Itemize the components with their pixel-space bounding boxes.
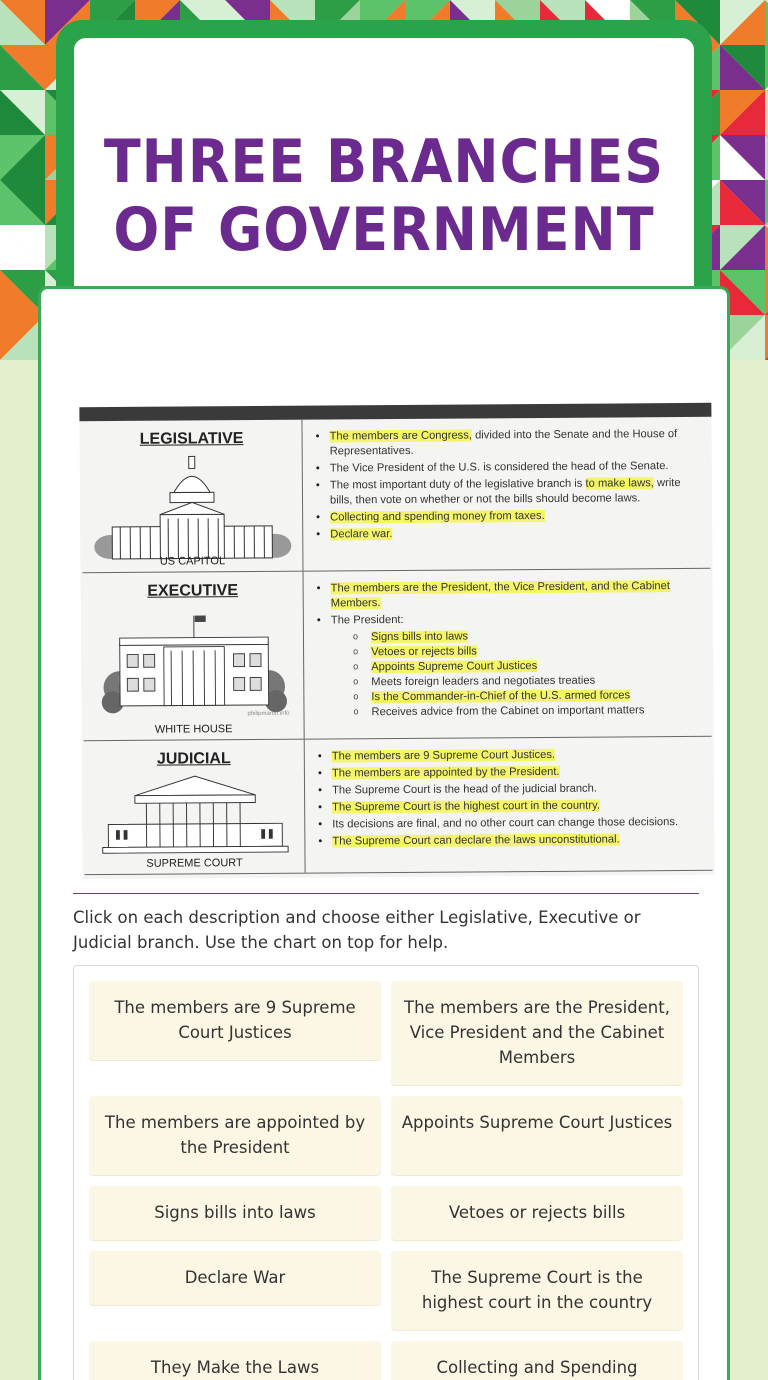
description-tile[interactable]: Collecting and Spending (391, 1341, 683, 1380)
title-card (56, 20, 712, 320)
highlighted-text: Collecting and spending money from taxes. (330, 509, 545, 524)
legislative-cell (81, 420, 303, 573)
bullet-item (316, 815, 702, 833)
judicial-bullets (316, 747, 703, 850)
bullet-item (314, 525, 700, 543)
matching-tiles-container (73, 965, 699, 1380)
highlighted-text: Appoints Supreme Court Justices (371, 660, 538, 674)
bullet-item (314, 459, 700, 477)
description-tile[interactable]: They Make the Laws (89, 1341, 381, 1380)
description-tile[interactable]: Declare War (89, 1251, 381, 1305)
description-tile[interactable]: The members are appointed by the President (89, 1096, 381, 1175)
highlighted-text: to make laws, (585, 477, 654, 490)
description-tile[interactable]: The members are 9 Supreme Court Justices (89, 981, 381, 1060)
executive-heading: EXECUTIVE (147, 582, 239, 600)
bullet-item (316, 798, 702, 816)
bullet-item (314, 476, 700, 509)
highlighted-text: The members are Congress, (329, 429, 472, 443)
executive-row (83, 569, 712, 741)
executive-cell (83, 572, 305, 741)
bullet-item (316, 764, 702, 782)
bullet-item (315, 611, 702, 721)
bullet-item (314, 427, 700, 460)
white-house-label: WHITE HOUSE (154, 723, 233, 736)
instructions-text: Click on each description and choose either Legislative, Executive or Judicial branch. Use the chart on top for help. (73, 908, 641, 952)
executive-bullets (315, 579, 702, 721)
highlighted-text: The Supreme Court is the highest court in the country. (332, 799, 601, 814)
judicial-heading: JUDICIAL (156, 750, 231, 768)
bullet-text: The Vice President of the U.S. is considered the head of the Senate. (329, 460, 669, 475)
description-tile[interactable]: The members are the President, Vice President and the Cabinet Members (391, 981, 683, 1085)
bullet-item (315, 579, 701, 612)
supreme-court-label: SUPREME COURT (146, 857, 243, 870)
highlighted-text: The Supreme Court can declare the laws unconstitutional. (332, 833, 620, 848)
supreme-court-illustration (92, 770, 298, 857)
bullet-item (314, 508, 700, 526)
description-tile[interactable]: Signs bills into laws (89, 1186, 381, 1240)
judicial-cell (84, 740, 306, 875)
highlighted-text: The members are the President, the Vice President, and the Cabinet Members. (330, 580, 671, 610)
bullet-text: The Supreme Court is the head of the judicial branch. (331, 782, 598, 797)
branches-chart-image (79, 403, 714, 879)
bullet-item (316, 781, 702, 799)
bullet-text: Its decisions are final, and no other court can change those decisions. (332, 816, 679, 831)
judicial-description (306, 737, 713, 873)
legislative-description (303, 417, 710, 571)
executive-description (305, 569, 712, 739)
highlighted-text: Declare war. (330, 528, 393, 541)
description-tile[interactable]: Vetoes or rejects bills (391, 1186, 683, 1240)
highlighted-text: Is the Commander-in-Chief of the U.S. armed forces (371, 689, 631, 704)
bullet-text: The most important duty of the legislative branch is (329, 477, 586, 492)
bullet-text: write bills, then vote on whether or not the bills should become laws. (329, 477, 681, 507)
image-credit: philipmartin.info (247, 710, 290, 718)
judicial-row (84, 737, 713, 875)
section-divider (73, 893, 699, 894)
highlighted-text: Vetoes or rejects bills (371, 645, 477, 659)
content-card (38, 286, 730, 1380)
legislative-row (81, 417, 710, 573)
bullet-item (316, 747, 702, 765)
bullet-text: Meets foreign leaders and negotiates treaties (371, 674, 596, 689)
highlighted-text: Signs bills into laws (370, 630, 469, 644)
capitol-label: US CAPITOL (159, 555, 226, 568)
bullet-text: The President: (330, 613, 404, 627)
bullet-text: Receives advice from the Cabinet on important matters (371, 704, 645, 719)
bullet-text: divided into the Senate and the House of Representatives. (329, 428, 678, 458)
description-tile[interactable]: The Supreme Court is the highest court in the country (391, 1251, 683, 1330)
description-tile[interactable]: Appoints Supreme Court Justices (391, 1096, 683, 1175)
president-duties (331, 628, 702, 721)
white-house-illustration (91, 606, 297, 717)
sub-bullet (331, 703, 701, 721)
page-title: THREE BRANCHES OF GOVERNMENT (103, 127, 665, 265)
legislative-heading: LEGISLATIVE (139, 430, 244, 448)
highlighted-text: The members are 9 Supreme Court Justices. (331, 748, 556, 763)
capitol-illustration (90, 454, 296, 565)
legislative-bullets (314, 427, 701, 543)
highlighted-text: The members are appointed by the President. (331, 765, 560, 780)
bullet-item (316, 832, 702, 850)
